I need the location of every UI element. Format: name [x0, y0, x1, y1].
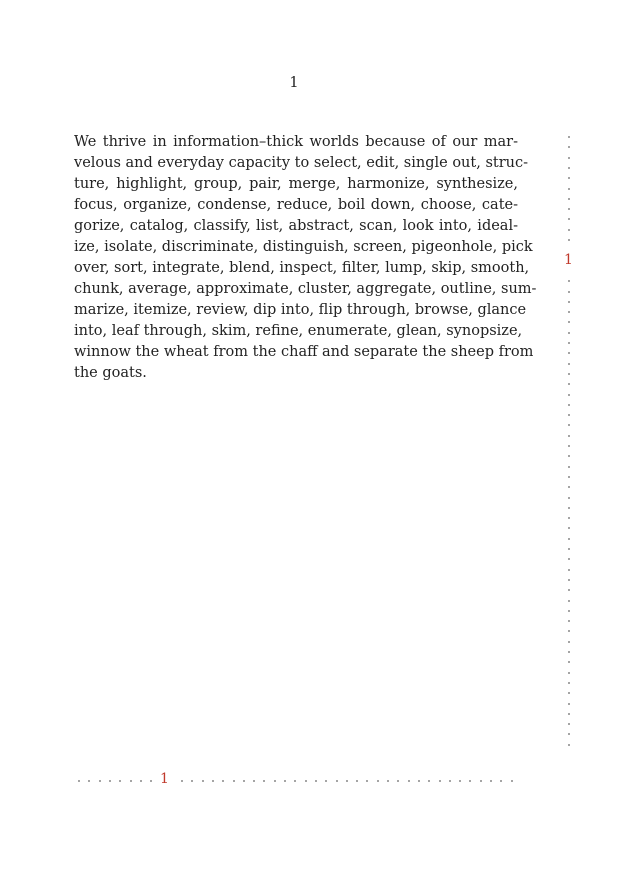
ruler-dot	[568, 445, 570, 447]
ruler-dot	[568, 218, 570, 220]
ruler-dot	[568, 630, 570, 632]
ruler-dot	[294, 780, 296, 782]
ruler-dot	[568, 620, 570, 622]
ruler-dot	[568, 136, 570, 138]
ruler-dot	[568, 321, 570, 323]
ruler-dot	[78, 780, 80, 782]
ruler-dot	[568, 692, 570, 694]
ruler-dot	[88, 780, 90, 782]
ruler-dot	[263, 780, 265, 782]
ruler-dot	[366, 780, 368, 782]
ruler-dot	[568, 198, 570, 200]
ruler-dot	[202, 780, 204, 782]
ruler-dot	[568, 589, 570, 591]
ruler-dot	[568, 744, 570, 746]
ruler-dot	[568, 723, 570, 725]
ruler-dot	[511, 780, 513, 782]
ruler-dot	[274, 780, 276, 782]
ruler-dot	[568, 301, 570, 303]
ruler-dot	[490, 780, 492, 782]
ruler-dot	[568, 157, 570, 159]
ruler-dot	[191, 780, 193, 782]
ruler-dot	[449, 780, 451, 782]
ruler-dot	[568, 394, 570, 396]
ruler-dot	[500, 780, 502, 782]
text-line: the goats.	[74, 365, 147, 381]
ruler-dot	[568, 332, 570, 334]
ruler-dot	[568, 733, 570, 735]
text-line: gorize, catalog, classify, list, abstract, scan, look into, ideal-	[74, 218, 518, 234]
ruler-dot	[568, 404, 570, 406]
ruler-dot	[377, 780, 379, 782]
ruler-dot	[212, 780, 214, 782]
ruler-dot	[243, 780, 245, 782]
ruler-dot	[568, 672, 570, 674]
ruler-dot	[325, 780, 327, 782]
body-paragraph	[74, 132, 537, 384]
ruler-dot	[568, 703, 570, 705]
ruler-dot	[568, 291, 570, 293]
text-line: We thrive in information–thick worlds because of our mar-	[74, 134, 518, 150]
ruler-dot	[568, 661, 570, 663]
ruler-dot	[480, 780, 482, 782]
ruler-dot	[568, 455, 570, 457]
horizontal-ruler-label: 1	[160, 771, 169, 787]
ruler-dot	[568, 548, 570, 550]
ruler-dot	[346, 780, 348, 782]
ruler-dot	[568, 476, 570, 478]
ruler-dot	[428, 780, 430, 782]
ruler-dot	[315, 780, 317, 782]
ruler-dot	[459, 780, 461, 782]
ruler-dot	[99, 780, 101, 782]
ruler-dot	[568, 641, 570, 643]
ruler-dot	[568, 414, 570, 416]
ruler-dot	[568, 383, 570, 385]
ruler-dot	[469, 780, 471, 782]
ruler-dot	[568, 610, 570, 612]
ruler-dot	[568, 713, 570, 715]
ruler-dot	[568, 177, 570, 179]
ruler-dot	[568, 435, 570, 437]
ruler-dot	[568, 569, 570, 571]
ruler-dot	[397, 780, 399, 782]
ruler-dot	[568, 527, 570, 529]
page-number: 1	[289, 75, 299, 91]
ruler-dot	[568, 311, 570, 313]
ruler-dot	[568, 188, 570, 190]
text-line: velous and everyday capacity to select, edit, single out, struc-	[74, 155, 529, 171]
ruler-dot	[109, 780, 111, 782]
ruler-dot	[150, 780, 152, 782]
ruler-dot	[568, 280, 570, 282]
ruler-dot	[568, 239, 570, 241]
ruler-dot	[253, 780, 255, 782]
text-line: focus, organize, condense, reduce, boil down, choose, cate-	[74, 197, 518, 213]
ruler-dot	[568, 373, 570, 375]
ruler-dot	[568, 208, 570, 210]
ruler-dot	[568, 342, 570, 344]
vertical-ruler	[562, 130, 576, 750]
ruler-dot	[568, 507, 570, 509]
ruler-dot	[181, 780, 183, 782]
ruler-dot	[568, 363, 570, 365]
text-line: ize, isolate, discriminate, distinguish, screen, pigeonhole, pick	[74, 239, 533, 255]
ruler-dot	[568, 466, 570, 468]
ruler-dot	[568, 146, 570, 148]
text-line: ture, highlight, group, pair, merge, harmonize, synthesize,	[74, 176, 518, 192]
text-line: marize, itemize, review, dip into, flip through, browse, glance	[74, 302, 527, 318]
ruler-dot	[439, 780, 441, 782]
ruler-dot	[568, 486, 570, 488]
ruler-dot	[408, 780, 410, 782]
ruler-dot	[284, 780, 286, 782]
ruler-dot	[222, 780, 224, 782]
ruler-dot	[568, 600, 570, 602]
ruler-dot	[568, 167, 570, 169]
ruler-dot	[568, 517, 570, 519]
vertical-ruler-label: 1	[564, 252, 573, 268]
ruler-dot	[356, 780, 358, 782]
ruler-dot	[568, 352, 570, 354]
ruler-dot	[568, 424, 570, 426]
ruler-dot	[568, 651, 570, 653]
ruler-dot	[568, 558, 570, 560]
ruler-dot	[568, 497, 570, 499]
ruler-dot	[568, 682, 570, 684]
ruler-dot	[568, 579, 570, 581]
ruler-dot	[418, 780, 420, 782]
ruler-dot	[387, 780, 389, 782]
text-line: into, leaf through, skim, refine, enumerate, glean, synopsize,	[74, 323, 523, 339]
ruler-dot	[140, 780, 142, 782]
ruler-dot	[568, 229, 570, 231]
text-line: over, sort, integrate, blend, inspect, filter, lump, skip, smooth,	[74, 260, 530, 276]
text-line: chunk, average, approximate, cluster, aggregate, outline, sum-	[74, 281, 537, 297]
ruler-dot	[568, 538, 570, 540]
ruler-dot	[336, 780, 338, 782]
ruler-dot	[119, 780, 121, 782]
ruler-dot	[305, 780, 307, 782]
horizontal-ruler	[74, 770, 518, 788]
ruler-dot	[233, 780, 235, 782]
ruler-dot	[130, 780, 132, 782]
text-line: winnow the wheat from the chaff and separate the sheep from	[74, 344, 534, 360]
